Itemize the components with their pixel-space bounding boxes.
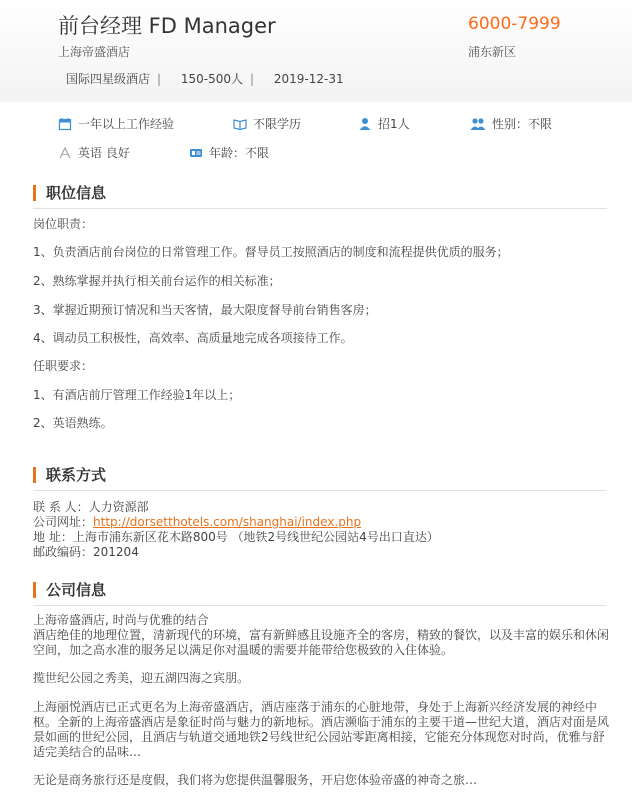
post-date: 2019-12-31 — [273, 72, 344, 86]
meta-separator: | — [157, 72, 162, 86]
requirement-language — [58, 144, 130, 161]
headcount-text: 招1人 — [378, 117, 410, 131]
job-info-header — [33, 180, 607, 209]
meta-separator: | — [250, 72, 255, 86]
requirement-headcount — [358, 115, 410, 132]
salary: 6000-7999 — [468, 14, 561, 34]
company-meta — [66, 70, 351, 87]
requirement-experience — [58, 115, 174, 132]
requirements-label: 任职要求： — [33, 359, 94, 373]
company-intro — [33, 613, 611, 658]
company-closing: 无论是商务旅行还是度假，我们将为您提供温馨服务，开启您体验帝盛的神奇之旅… — [33, 773, 478, 787]
language-icon — [58, 146, 72, 160]
duty-item: 4、调动员工积极性，高效率、高质量地完成各项接待工作。 — [33, 331, 353, 345]
company-info-header — [33, 577, 607, 606]
section-accent-bar — [33, 582, 36, 598]
duty-item: 3、掌握近期预订情况和当天客情，最大限度督导前台销售客房； — [33, 303, 377, 317]
contact-person-label: 联 系 人： — [33, 500, 89, 514]
requirement-item: 2、英语熟练。 — [33, 416, 113, 430]
duties-label: 岗位职责： — [33, 217, 94, 231]
company-description: 酒店绝佳的地理位置，清新现代的环境，富有新鲜感且设施齐全的客房，精致的餐饮，以及丰富的娱乐和休闲空间，加之高水准的服务足以满足你对温暖的需要并能带给您极致的入住体验。 — [33, 628, 610, 657]
job-header — [0, 0, 632, 102]
section-accent-bar — [33, 185, 36, 201]
company-name[interactable]: 上海帝盛酒店 — [58, 45, 131, 59]
duty-item: 1、负责酒店前台岗位的日常管理工作。督导员工按照酒店的制度和流程提供优质的服务； — [33, 245, 509, 259]
requirement-education — [233, 115, 301, 132]
job-info-heading: 职位信息 — [46, 184, 107, 202]
website-label: 公司网址： — [33, 515, 94, 529]
requirement-item: 1、有酒店前厅管理工作经验1年以上； — [33, 388, 241, 402]
postcode-row — [33, 543, 139, 560]
age-text: 年龄：不限 — [209, 146, 270, 160]
requirement-age — [189, 144, 269, 161]
address-label: 地 址： — [33, 530, 73, 544]
job-title: 前台经理 FD Manager — [58, 14, 276, 38]
company-info-heading: 公司信息 — [46, 581, 107, 599]
contact-person: 人力资源部 — [88, 500, 149, 514]
company-type: 国际四星级酒店 — [66, 72, 151, 86]
company-tagline: 上海帝盛酒店, 时尚与优雅的结合 — [33, 613, 209, 627]
section-accent-bar — [33, 467, 36, 483]
website-link[interactable]: http://dorsetthotels.com/shanghai/index.php — [93, 515, 362, 529]
duty-item: 2、熟练掌握并执行相关前台运作的相关标准； — [33, 274, 281, 288]
education-text: 不限学历 — [253, 117, 302, 131]
company-size: 150-500人 — [180, 72, 244, 86]
experience-text: 一年以上工作经验 — [78, 117, 175, 131]
book-icon — [233, 117, 247, 131]
district: 浦东新区 — [468, 45, 517, 59]
company-history: 上海丽悦酒店已正式更名为上海帝盛酒店，酒店座落于浦东的心脏地带，身处于上海新兴经济发展的神经中枢。全新的上海帝盛酒店是象征时尚与魅力的新地标。酒店濒临于浦东的主要干道—世纪大道，酒店对面是风景如画的世纪公园，且酒店与轨道交通地铁2号线世纪公园站零距离相接，它能充分体现您对时尚，优雅与舒适完美结合的品味… — [33, 700, 610, 759]
id-card-icon — [189, 146, 203, 160]
calendar-icon — [58, 117, 72, 131]
address: 上海市浦东新区花木路800号 （地铁2号线世纪公园站4号出口直达） — [72, 530, 439, 544]
contact-header — [33, 462, 607, 491]
person-icon — [358, 117, 372, 131]
postcode-label: 邮政编码： — [33, 545, 94, 559]
group-icon — [470, 117, 486, 131]
requirement-gender — [470, 115, 552, 132]
contact-heading: 联系方式 — [46, 466, 107, 484]
postcode: 201204 — [93, 545, 139, 559]
language-text: 英语 良好 — [78, 146, 130, 160]
company-slogan: 揽世纪公园之秀美，迎五湖四海之宾朋。 — [33, 671, 250, 685]
gender-text: 性别：不限 — [492, 117, 553, 131]
